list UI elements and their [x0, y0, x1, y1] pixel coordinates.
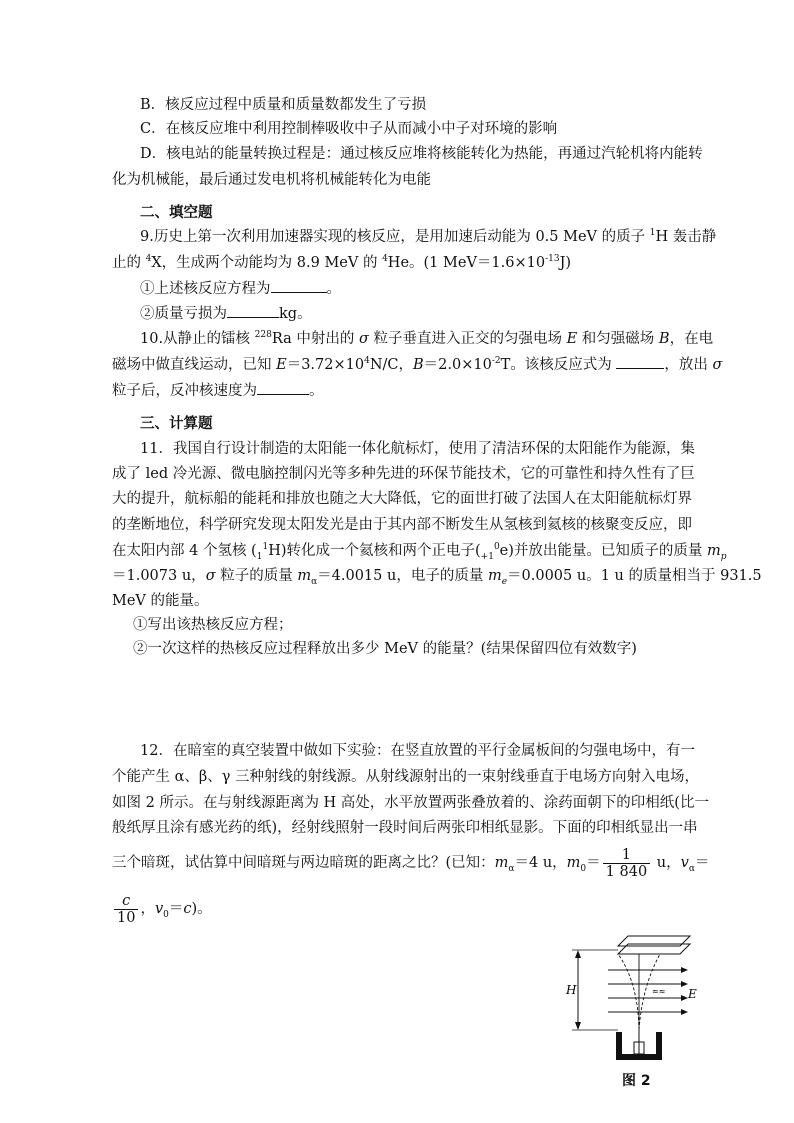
question-10-line2: 磁场中做直线运动，已知 $E=3.72\times 10^4N/C$，$B=2.0\times 10^{-2}T$。该核反应式为 ，放出 σ — [112, 354, 722, 376]
answer-blank[interactable] — [257, 380, 309, 395]
label-e: E — [688, 987, 697, 1001]
section-calc-title: 三、计算题 — [140, 416, 213, 432]
question-12-line3: 如图 2 所示。在与射线源距离为 H 高处，水平放置两张叠放着的、涂药面朝下的印相纸(比一 — [112, 795, 709, 811]
question-11-line5: 在太阳内部 4 个氢核 $(_1^1H)$转化成一个氦核和两个正电子$(_{+1}^0e)$并放出能量。已知质子的质量 $m_p$ — [112, 542, 727, 562]
ray-left — [618, 954, 639, 1030]
question-12-line5: 三个暗斑，试估算中间暗斑与两边暗斑的距离之比？(已知：$m_\alpha=4$ u，$m_0=$ $\frac{1}{1 840}$ u，$v_\alpha=$ — [112, 846, 710, 880]
option-c: C．在核反应堆中利用控制棒吸收中子从而减小中子对环境的影响 — [140, 121, 558, 137]
question-12-line6: $\frac{c}{10}$ ，$v_0=c$)。 — [112, 892, 212, 926]
question-9-sub1: ①上述核反应方程为 。 — [140, 278, 341, 300]
question-11-line3: 大的提升，航标船的能耗和排放也随之大大降低，它的面世打破了法国人在太阳能航标灯界 — [112, 491, 692, 507]
figure-2-diagram — [560, 932, 700, 1082]
height-arrow-top — [575, 950, 581, 958]
question-11-line6: ＝1.0073 u，σ 粒子的质量 $m_\alpha=4.0015$ u，电子的质量 $m_e=0.0005$ u。1 u 的质量相当于 931.5 — [112, 568, 762, 587]
answer-blank[interactable] — [616, 354, 664, 369]
question-11-line7: MeV 的能量。 — [112, 593, 209, 609]
section-fill-in-title: 二、填空题 — [140, 205, 213, 221]
question-12-line4: 般纸厚且涂有感光药的纸)，经射线照射一段时间后两张印相纸显影。下面的印相纸显出一串 — [112, 820, 698, 836]
option-b: B．核反应过程中质量和质量数都发生了亏损 — [140, 97, 427, 113]
question-9-line2: 止的 $^4$X，生成两个动能均为 8.9 MeV 的 $^4$He。(1 $MeV=1.6\times 10^{-13}J$) — [112, 254, 572, 271]
question-11-sub1: ①写出该热核反应方程； — [133, 617, 293, 633]
question-12-line1: 12．在暗室的真空装置中做如下实验：在竖直放置的平行金属板间的匀强电场中，有一 — [140, 743, 695, 759]
question-11-line4: 的垄断地位，科学研究发现太阳发光是由于其内部不断发生从氢核到氦核的核聚变反应，即 — [112, 517, 692, 533]
figure-caption: 图 2 — [622, 1073, 651, 1089]
option-d-line1: D．核电站的能量转换过程是：通过核反应堆将核能转化为热能，再通过汽轮机将内能转 — [140, 146, 703, 162]
question-11-line2: 成了 led 冷光源、微电脑控制闪光等多种先进的环保节能技术，它的可靠性和持久性有了巨 — [112, 466, 695, 482]
height-arrow-bottom — [575, 1022, 581, 1030]
fraction-m0: $\frac{1}{1 840}$ — [603, 847, 651, 880]
label-h: H — [566, 983, 577, 997]
question-10-line1: 10.从静止的镭核 $^{228}$Ra 中射出的 σ 粒子垂直进入正交的匀强电场 E 和匀强磁场 B，在电 — [140, 330, 714, 347]
question-11-line1: 11．我国自行设计制造的太阳能一体化航标灯，使用了清洁环保的太阳能作为能源，集 — [140, 441, 695, 457]
svg-text:≈≈: ≈≈ — [652, 987, 666, 996]
answer-blank[interactable] — [271, 278, 327, 293]
question-11-sub2: ②一次这样的热核反应过程释放出多少 MeV 的能量？(结果保留四位有效数字) — [133, 641, 637, 657]
question-9-line1: 9.历史上第一次利用加速器实现的核反应，是用加速后动能为 0.5 MeV 的质子 $^1$H 轰击静 — [140, 228, 717, 245]
question-9-sub2: ②质量亏损为 kg。 — [140, 303, 312, 325]
question-10-line3: 粒子后，反冲核速度为 。 — [112, 380, 324, 402]
fraction-c-over-10: $\frac{c}{10}$ — [114, 893, 138, 926]
answer-blank[interactable] — [227, 303, 279, 318]
option-d-line2: 化为机械能，最后通过发电机将机械能转化为电能 — [112, 172, 431, 188]
question-12-line2: 个能产生 α、β、γ 三种射线的射线源。从射线源射出的一束射线垂直于电场方向射入电场， — [112, 769, 700, 785]
